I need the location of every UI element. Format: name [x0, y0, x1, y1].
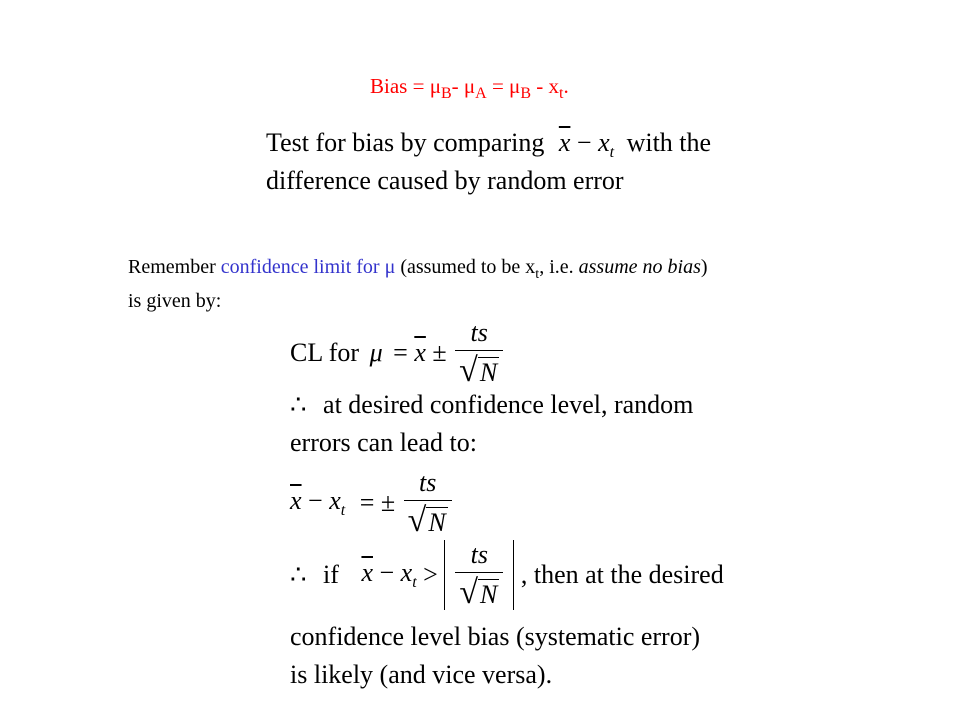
equals-sign: =	[393, 338, 415, 367]
ts-numerator: ts	[470, 318, 488, 347]
subscript-a: A	[475, 85, 487, 102]
x-true: x	[598, 128, 610, 157]
remember-mid2: , i.e.	[539, 256, 579, 278]
assume-no-bias-text: assume no bias	[578, 256, 701, 278]
remember-line-2: is given by:	[128, 290, 222, 312]
subscript-b: B	[520, 85, 531, 102]
x-true: x	[329, 485, 341, 515]
minus-sign: −	[379, 557, 395, 587]
difference-formula	[290, 468, 454, 538]
mu-symbol: μ	[369, 338, 383, 367]
subscript-t: t	[609, 144, 615, 162]
cl-label: CL for	[290, 338, 360, 367]
remember-line-1	[128, 254, 708, 288]
sqrt-denominator	[455, 572, 503, 610]
mu-symbol: μ	[463, 74, 476, 98]
bias-label: Bias =	[370, 74, 430, 98]
sqrt-denominator	[455, 350, 503, 388]
minus-sign: -	[451, 74, 464, 98]
cl-formula	[290, 318, 505, 388]
subscript-b: B	[440, 85, 452, 102]
n-value: N	[480, 580, 498, 609]
absolute-value	[444, 540, 514, 610]
close-paren: )	[700, 256, 708, 278]
subscript-t: t	[558, 85, 564, 102]
plus-minus: ±	[432, 338, 447, 367]
remember-paragraph	[128, 254, 708, 314]
ts-over-sqrt-n	[455, 318, 503, 388]
equals-plus-minus: = ±	[359, 488, 396, 517]
xbar: $\overline{x}$	[361, 557, 373, 587]
if-text: if	[323, 560, 339, 589]
test-text-pre: Test for bias by comparing	[266, 128, 545, 157]
ts-numerator: ts	[470, 540, 488, 569]
test-line-1	[266, 128, 711, 162]
minus-sign: −	[308, 485, 323, 515]
xbar: $\overline{x}$	[414, 338, 426, 367]
greater-than: >	[423, 560, 438, 589]
mu-symbol: μ	[509, 74, 521, 98]
bias-equation	[370, 74, 569, 103]
then-text: , then at the desired	[520, 560, 724, 589]
subscript-t: t	[340, 502, 346, 520]
desired-level-text: at desired confidence level, random	[323, 390, 694, 419]
xbar-minus-xt	[361, 557, 417, 592]
mu-symbol: μ	[429, 74, 441, 98]
sqrt-symbol: √	[459, 573, 478, 611]
xbar-minus-xt	[558, 128, 615, 162]
n-value: N	[479, 358, 498, 387]
x-true: x	[400, 557, 413, 587]
ts-over-sqrt-n	[455, 540, 503, 610]
therefore-symbol: ∴	[290, 390, 307, 419]
xbar-minus-xt	[290, 485, 346, 520]
likely-line: is likely (and vice versa).	[290, 660, 553, 689]
n-value: N	[428, 508, 446, 537]
xbar: $\overline{x}$	[290, 485, 302, 515]
confidence-limit-text: confidence limit for μ	[220, 256, 396, 278]
therefore-symbol: ∴	[290, 560, 307, 589]
subscript-t: t	[535, 267, 540, 282]
ts-numerator: ts	[418, 468, 437, 497]
minus-sign: −	[576, 128, 592, 157]
sqrt-symbol: √	[459, 351, 478, 389]
equals-sign: =	[486, 74, 510, 98]
xbar: $\overline{x}$	[558, 128, 571, 157]
period: .	[563, 74, 569, 98]
subscript-t: t	[412, 574, 417, 592]
test-line-2: difference caused by random error	[266, 166, 624, 195]
if-condition-formula	[290, 540, 724, 610]
ts-over-sqrt-n	[404, 468, 452, 538]
remember-pre: Remember	[128, 256, 221, 278]
test-text-post: with the	[626, 128, 712, 157]
sqrt-symbol: √	[407, 501, 427, 539]
remember-mid: (assumed to be x	[395, 256, 536, 278]
therefore-line-1	[290, 390, 693, 420]
errors-line: errors can lead to:	[290, 428, 477, 457]
minus-x-term: - x	[530, 74, 559, 98]
sqrt-denominator	[404, 500, 452, 538]
confidence-bias-line: confidence level bias (systematic error)	[290, 622, 701, 651]
